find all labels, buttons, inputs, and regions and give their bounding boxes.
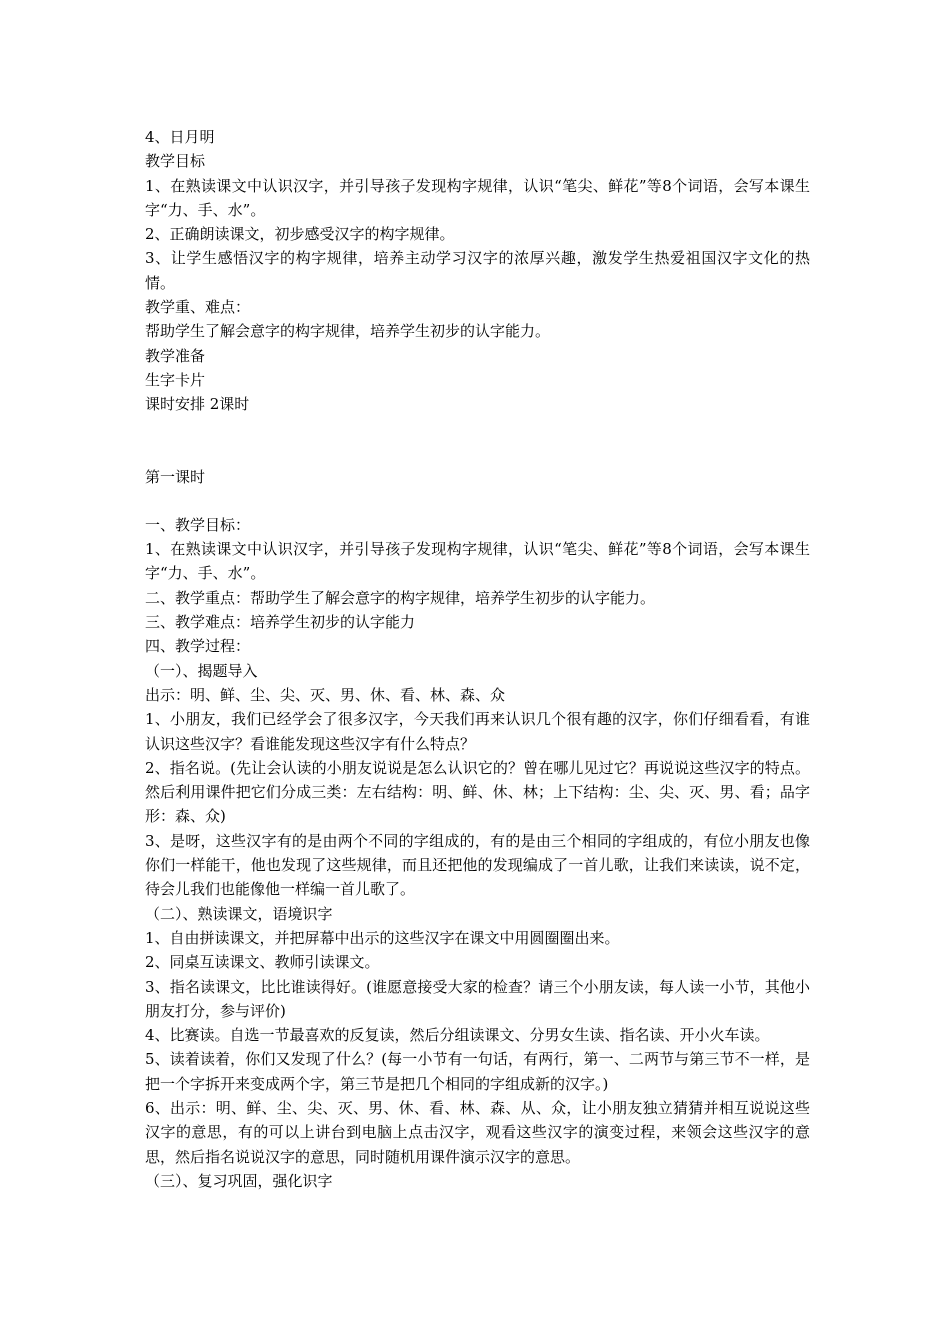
section-heading-preparation: 教学准备 <box>145 346 206 365</box>
period-difficulty: 三、教学难点：培养学生初步的认字能力 <box>145 613 416 632</box>
step-1-item-2: 2、指名说。(先让会认读的小朋友说说是怎么认识它的？曾在哪儿见过它？再说说这些汉字的特点。然后利用课件把它们分成三类：左右结构：明、鲜、休、林；上下结构：尘、尖、灭、男、看；品字形：森、众) <box>145 758 810 826</box>
key-points-text: 帮助学生了解会意字的构字规律，培养学生初步的认字能力。 <box>145 322 551 341</box>
period-objective-item-1: 1、在熟读课文中认识汉字，并引导孩子发现构字规律，认识“笔尖、鲜花”等8个词语，会写本课生字“力、手、水”。 <box>145 540 810 583</box>
step-2-item-1: 1、自由拼读课文，并把屏幕中出示的这些汉字在课文中用圆圈圈出来。 <box>145 928 620 947</box>
lesson-period-heading: 第一课时 <box>145 467 206 486</box>
display-characters: 出示：明、鲜、尘、尖、灭、男、休、看、林、森、众 <box>145 685 506 704</box>
preparation-text: 生字卡片 <box>145 370 206 389</box>
step-heading-3: （三）、复习巩固，强化识字 <box>145 1171 333 1190</box>
step-2-item-5: 5、读着读着，你们又发现了什么？(每一小节有一句话，有两行，第一、二两节与第三节不一样，是把一个字拆开来变成两个字，第三节是把几个相同的字组成新的汉字。) <box>145 1050 810 1093</box>
step-1-item-1: 1、小朋友，我们已经学会了很多汉字，今天我们再来认识几个很有趣的汉字，你们仔细看看，有谁认识这些汉字？看谁能发现这些汉字有什么特点？ <box>145 710 810 753</box>
section-heading-objectives: 教学目标 <box>145 152 206 171</box>
objective-item-2: 2、正确朗读课文，初步感受汉字的构字规律。 <box>145 225 455 244</box>
step-2-item-6: 6、出示：明、鲜、尘、尖、灭、男、休、看、林、森、从、众，让小朋友独立猜猜并相互说说这些汉字的意思，有的可以上讲台到电脑上点击汉字，观看这些汉字的演变过程，来领会这些汉字的意思，然后指名说说汉字的意思，同时随机用课件演示汉字的意思。 <box>145 1098 810 1166</box>
step-2-item-3: 3、指名读课文，比比谁读得好。(谁愿意接受大家的检查？请三个小朋友读，每人读一小节，其他小朋友打分，参与评价) <box>145 977 810 1020</box>
teaching-process-heading: 四、教学过程： <box>145 637 251 656</box>
blank-space <box>145 417 810 465</box>
lesson-title: 4、日月明 <box>145 128 215 146</box>
section-heading-key-points: 教学重、难点： <box>145 298 251 317</box>
step-2-item-2: 2、同桌互读课文、教师引读课文。 <box>145 953 380 972</box>
step-heading-2: （二）、熟读课文，语境识字 <box>145 904 333 923</box>
step-2-item-4: 4、比赛读。自选一节最喜欢的反复读，然后分组读课文、分男女生读、指名读、开小火车读。 <box>145 1026 770 1045</box>
period-key-point: 二、教学重点：帮助学生了解会意字的构字规律，培养学生初步的认字能力。 <box>145 588 656 607</box>
schedule-text: 课时安排 2课时 <box>145 395 250 414</box>
blank-space <box>145 489 810 513</box>
document-body <box>145 125 810 1193</box>
step-1-item-3: 3、是呀，这些汉字有的是由两个不同的字组成的，有的是由三个相同的字组成的，有位小朋友也像你们一样能干，他也发现了这些规律，而且还把他的发现编成了一首儿歌，让我们来读读，说不定，待会儿我们也能像他一样编一首儿歌了。 <box>145 831 810 899</box>
period-objectives-heading: 一、教学目标： <box>145 515 251 534</box>
objective-item-3: 3、让学生感悟汉字的构字规律，培养主动学习汉字的浓厚兴趣，激发学生热爱祖国汉字文化的热情。 <box>145 249 810 292</box>
objective-item-1: 1、在熟读课文中认识汉字，并引导孩子发现构字规律，认识“笔尖、鲜花”等8个词语，会写本课生字“力、手、水”。 <box>145 176 810 219</box>
step-heading-1: （一）、揭题导入 <box>145 661 258 680</box>
